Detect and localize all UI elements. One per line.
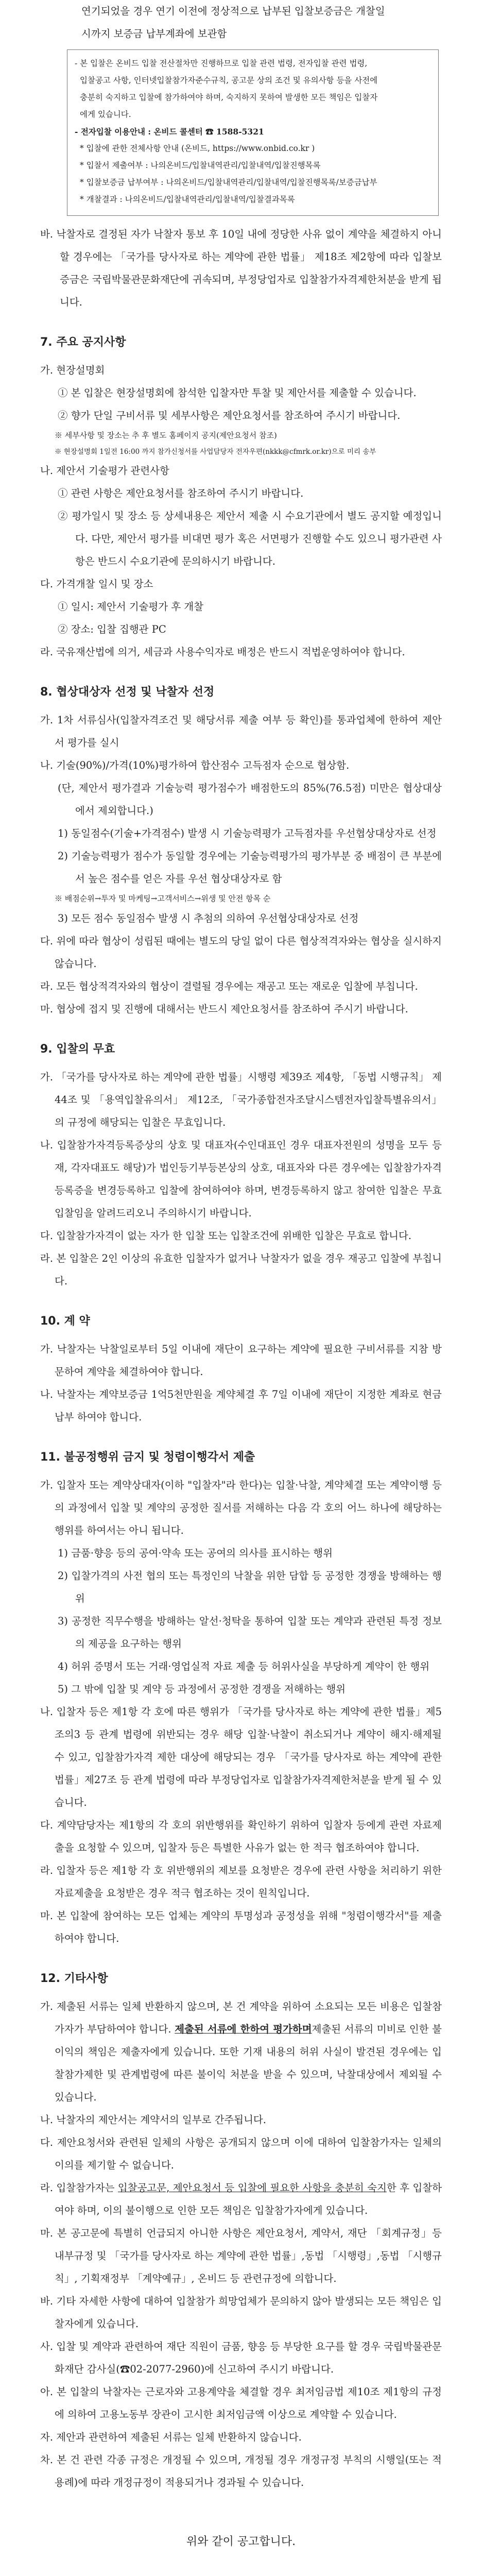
intro-line: 시까지 보증금 납부계좌에 보관함 (81, 28, 227, 40)
section-item: 차. 본 건 관련 각종 규정은 개정될 수 있으며, 개정될 경우 개정규정 부칙의 시행일(또는 적용례)에 따라 개정규정이 적용되거나 경과될 수 있습니다. (40, 2454, 442, 2488)
section-item: ① 일시: 제안서 기술평가 후 개찰 (58, 601, 204, 613)
section-item: 자. 제안과 관련하여 제출된 서류는 일체 반환하지 않습니다. (40, 2431, 302, 2443)
intro (40, 0, 442, 45)
section-item: 가. 「국가를 당사자로 하는 계약에 관한 법률」시행령 제39조 제4항, 「동법 시행규칙」 제44조 및 「용역입찰유의서」 제12조, 「국가종합전자조달시스템전자입찰특별유의서」의 규정에 해당되는 입찰은 무효입니다. (40, 1071, 442, 1128)
notice-line: 입찰공고 사항, 인터넷입찰참가자준수규칙, 공고문 상의 조건 및 유의사항 등을 사전에 (80, 76, 378, 85)
section-item: 2) 기술능력평가 점수가 동일할 경우에는 기술능력평가의 평가부분 중 배점이 큰 부분에서 높은 점수를 얻은 자를 우선 협상대상자로 함 (58, 850, 442, 885)
section-item: ① 관련 사항은 제안요청서를 참조하여 주시기 바랍니다. (58, 487, 304, 499)
notice-line: * 입찰에 관한 전체사항 안내 (온비드, https://www.onbid.co.kr ) (80, 144, 315, 153)
section-item (40, 2177, 442, 2222)
section-item: 나. 제안서 기술평가 관련사항 (40, 465, 169, 477)
section-item: 나. 낙찰자의 제안서는 계약서의 일부로 간주됩니다. (40, 2114, 266, 2126)
section-item: 나. 낙찰자는 계약보증금 1억5천만원을 계약체결 후 7일 이내에 재단이 지정한 계좌로 현금 납부 하여야 합니다. (40, 1388, 442, 1423)
section-item: 나. 입찰자 등은 제1항 각 호에 따른 행위가 「국가를 당사자로 하는 계약에 관한 법률」제5조의3 등 관계 법령에 위반되는 경우 해당 입찰·낙찰이 취소되거나 계약이 해지·해제될 수 있고, 입찰참가자격 제한 대상에 해당되는 경우 「국가를 당사자로 하는 계약에 관한 법률」제27조 등 관계 법령에 따라 부정당업자로 입찰참가자격제한처분을 받게 될 수 있습니다. (40, 1706, 442, 1808)
section-item: 3) 공정한 직무수행을 방해하는 알선·청탁을 통하여 입찰 또는 계약과 관련된 특정 정보의 제공을 요구하는 행위 (58, 1615, 442, 1650)
section-note: ※ 배점순위→투자 및 마케팅→고객서비스→위생 및 안전 항목 순 (55, 894, 271, 903)
section-item: 1) 금품·향응 등의 공여·약속 또는 공여의 의사를 표시하는 행위 (58, 1547, 333, 1559)
section-title: 11. 불공정행위 금지 및 청렴이행각서 제출 (40, 1451, 255, 1464)
section-item: 다. 계약담당자는 제1항의 각 호의 위반행위를 확인하기 위하여 입찰자 등에게 관련 자료제출을 요청할 수 있으며, 입찰자 등은 특별한 사유가 없는 한 적극 협조하여야 합니다. (40, 1819, 442, 1854)
notice-line: * 입찰서 제출여부 : 나의온비드/입찰내역관리/입찰내역/입찰진행목록 (80, 161, 321, 170)
section-title: 12. 기타사항 (40, 1972, 108, 1985)
notice-line: - 본 입찰은 온비드 입찰 전산절차만 진행하므로 입찰 관련 법령, 전자입찰 관련 법령, (75, 59, 368, 68)
item-text: 제출된 서류의 미비로 인한 불이익의 책임은 제출자에게 있습니다. 또한 기재 내용의 허위 사실이 발견된 경우에는 입찰참가제한 및 관계법령에 따른 불이익 처분을 받을 수 있으며, 낙찰대상에서 제외될 수 있습니다. (55, 2023, 442, 2103)
section-item: ② 향가 단일 구비서류 및 세부사항은 제안요청서를 참조하여 주시기 바랍니다. (58, 410, 401, 421)
section-item: 가. 1차 서류심사(입찰자격조건 및 해당서류 제출 여부 등 확인)를 통과업체에 한하여 제안서 평가를 실시 (40, 714, 442, 749)
section-item (40, 1995, 442, 2109)
section-item: 3) 모든 점수 동일점수 발생 시 추첨의 의하여 우선협상대상자로 선정 (58, 912, 359, 924)
section-10 (40, 1311, 442, 1429)
section-item: 다. 가격개찰 일시 및 장소 (40, 578, 153, 590)
closing-text: 위와 같이 공고합니다. (186, 2535, 296, 2548)
section-item: 바. 기타 자세한 사항에 대하여 입찰참가 희망업체가 문의하지 않아 발생되는 모든 책임은 입찰자에게 있습니다. (40, 2295, 442, 2330)
section-item: ① 본 입찰은 현장설명회에 참석한 입찰자만 투찰 및 제안서를 제출할 수 있습니다. (58, 387, 417, 399)
section-note: ※ 세부사항 및 장소는 추 후 별도 홈페이지 공지(제안요청서 참조) (55, 431, 277, 440)
section-7 (40, 332, 442, 664)
section-item: 사. 입찰 및 계약과 관련하여 재단 직원이 금품, 향응 등 부당한 요구를 할 경우 국립박물관문화재단 감사실(☎02-2077-2960)에 신고하여 주시기 바랍니다. (40, 2341, 442, 2375)
section-item: 다. 위에 따라 협상이 성립된 때에는 별도의 당일 없이 다른 협상적격자와는 협상을 실시하지 않습니다. (40, 935, 442, 970)
section-title: 8. 협상대상자 선정 및 낙찰자 선정 (40, 686, 215, 699)
section-title: 10. 계 약 (40, 1315, 90, 1328)
item-text: 가. 제출된 서류는 일체 반환하지 않으며, 본 건 계약을 위하여 소요되는 모든 비용은 입찰참가자가 부담하여야 합니다. (40, 2001, 442, 2035)
item-text: 라. 입찰참가자는 (40, 2182, 115, 2194)
section-item: 가. 현장설명회 (40, 364, 105, 376)
section-item: 2) 입찰가격의 사전 협의 또는 특정인의 낙찰을 위한 담합 등 공정한 경쟁을 방해하는 행위 (58, 1570, 442, 1604)
intro-line: 연기되었을 경우 연기 이전에 정상적으로 납부된 입찰보증금은 개찰일 (81, 5, 385, 17)
section-item: 아. 본 입찰의 낙찰자는 근로자와 고용계약을 체결할 경우 최저임금법 제10조 제1항의 규정에 의하여 고용노동부 장관이 고시한 최저임금액 이상으로 계약할 수 있습니다. (40, 2386, 442, 2420)
section-item: 나. 입찰참가자격등록증상의 상호 및 대표자(수인대표인 경우 대표자전원의 성명을 모두 등재, 각자대표도 해당)가 법인등기부등본상의 상호, 대표자와 다른 경우에는 입찰참가자격등록증을 변경등록하고 입찰에 참여하여야 하며, 변경등록하지 않고 참여한 입찰은 무효입찰임을 알려드리오니 주의하시기 바랍니다. (40, 1139, 442, 1219)
notice-line: 에게 있습니다. (80, 110, 131, 119)
section-title: 7. 주요 공지사항 (40, 336, 126, 349)
notice-line: 충분히 숙지하고 입찰에 참가하여야 하며, 숙지하지 못하여 발생한 모든 책임은 입찰자 (80, 93, 378, 102)
emphasis-text: 제출된 서류에 한하여 평가하며 (175, 2023, 312, 2035)
section-title: 9. 입찰의 무효 (40, 1043, 115, 1056)
section-item: 라. 국유재산법에 의거, 세금과 사용수익자로 배정은 반드시 적법운영하여야 합니다. (40, 646, 405, 658)
notice-callcenter: - 전자입찰 이용안내 : 온비드 콜센터 ☎ 1588-5321 (75, 127, 264, 137)
section-item: 마. 본 입찰에 참여하는 모든 업체는 계약의 투명성과 공정성을 위해 "청렴이행각서"를 제출하여야 합니다. (40, 1910, 442, 1944)
section-note: ※ 현장설명회 1일전 16:00 까지 참가신청서를 사업담당자 전자우편(nkkk@cfmrk.or.kr)으로 미리 송부 (55, 448, 376, 456)
section-item: 다. 제안요청서와 관련된 일체의 사항은 공개되지 않으며 이에 대하여 입찰참가자는 일체의 이의를 제기할 수 없습니다. (40, 2137, 442, 2171)
intro-tail: 바. 낙찰자로 결정된 자가 낙찰자 통보 후 10일 내에 정당한 사유 없이 계약을 체결하지 아니할 경우에는 「국가를 당사자로 하는 계약에 관한 법률」 제18조 제2항에 따라 입찰보증금은 국립박물관문화재단에 귀속되며, 부정당업자로 입찰참가자격제한처분을 받게 됩니다. (40, 228, 442, 308)
section-9 (40, 1039, 442, 1293)
section-item: 5) 그 밖에 입찰 및 계약 등 과정에서 공정한 경쟁을 저해하는 행위 (58, 1683, 346, 1695)
section-11 (40, 1447, 442, 1950)
section-item: 4) 허위 증명서 또는 거래·영업실적 자료 제출 등 허위사실을 부당하게 계약이 한 행위 (58, 1660, 430, 1672)
section-item: ② 장소: 입찰 집행관 PC (58, 623, 166, 635)
section-12 (40, 1969, 442, 2494)
notice-line: * 개찰결과 : 나의온비드/입찰내역관리/입찰내역/입찰결과목록 (80, 195, 295, 204)
notice-line: * 입찰보증금 납부여부 : 나의온비드/입찰내역관리/입찰내역/입찰진행목록/보증금납부 (80, 178, 377, 187)
section-item: 라. 입찰자 등은 제1항 각 호 위반행위의 제보를 요청받은 경우에 관련 사항을 처리하기 위한 자료제출을 요청받은 경우 적극 협조하는 것이 원칙입니다. (40, 1865, 442, 1899)
section-item: 나. 기술(90%)/가격(10%)평가하여 합산점수 고득점자 순으로 협상함. (40, 759, 350, 771)
section-item: 가. 낙찰자는 낙찰일로부터 5일 이내에 재단이 요구하는 계약에 필요한 구비서류를 지참 방문하여 계약을 체결하여야 합니다. (40, 1343, 442, 1378)
section-item: 다. 입찰참가자격이 없는 자가 한 입찰 또는 입찰조건에 위배한 입찰은 무효로 합니다. (40, 1230, 412, 1242)
item-text: 한 후 입찰하여야 하며, 이의 불이행으로 인한 모든 책임은 입찰참가자에게 있습니다. (55, 2182, 442, 2216)
section-item: 라. 모든 협상적격자와의 협상이 결렬될 경우에는 재공고 또는 재로운 입찰에 부칩니다. (40, 980, 418, 992)
section-item: 라. 본 입찰은 2인 이상의 유효한 입찰자가 없거나 낙찰자가 없을 경우 재공고 입찰에 부칩니다. (40, 1252, 442, 1287)
onbid-notice-box (67, 49, 439, 216)
section-item: 1) 동일점수(기술+가격점수) 발생 시 기술능력평가 고득점자를 우선협상대상자로 선정 (58, 827, 437, 839)
emphasis-text: 입찰공고문, 제안요청서 등 입찰에 필요한 사항을 충분히 숙지 (117, 2182, 387, 2194)
section-item: 마. 협상에 접지 및 진행에 대해서는 반드시 제안요청서를 참조하여 주시기 바랍니다. (40, 1003, 408, 1015)
section-8 (40, 682, 442, 1021)
section-item: 가. 입찰자 또는 계약상대자(이하 "입찰자"라 한다)는 입찰·낙찰, 계약체결 또는 계약이행 등의 과정에서 입찰 및 계약의 공정한 질서를 저해하는 다음 각 호의 어느 하나에 해당하는 행위를 하여서는 아니 됩니다. (40, 1479, 442, 1536)
section-item: ② 평가일시 및 장소 등 상세내용은 제안서 제출 시 수요기관에서 별도 공지할 예정입니다. 다만, 제안서 평가를 비대면 평가 혹은 서면평가 진행할 수도 있으니 평가관련 사항은 반드시 수요기관에 문의하시기 바랍니다. (58, 510, 442, 567)
section-item: 마. 본 공고문에 특별히 언급되지 아니한 사항은 제안요청서, 계약서, 재단 「회계규정」등 내부규정 및 「국가를 당사자로 하는 계약에 관한 법률」,동법 「시행령」,동법 「시행규칙」, 기획재정부 「계약예규」, 온비드 등 관련규정에 의합니다. (40, 2227, 442, 2284)
section-item: (단, 제안서 평가결과 기술능력 평가점수가 배점한도의 85%(76.5점) 미만은 협상대상에서 제외합니다.) (58, 782, 442, 817)
